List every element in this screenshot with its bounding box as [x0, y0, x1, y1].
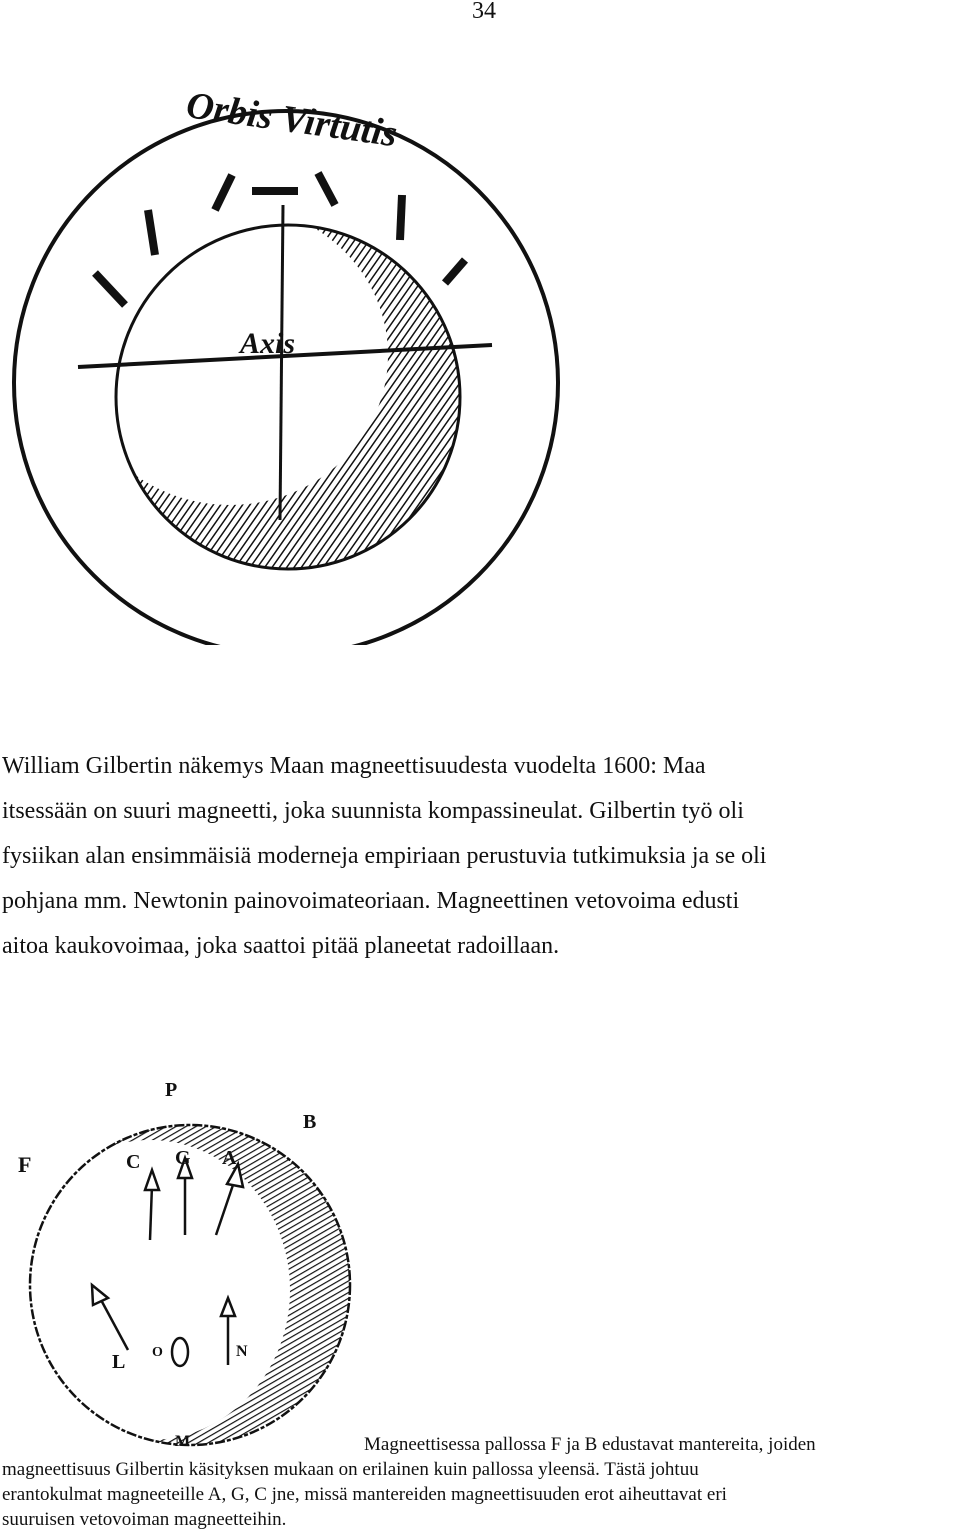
page-number: 34 [472, 0, 496, 24]
caption1-line: itsessään on suuri magneetti, joka suunnista kompassineulat. Gilbertin työ oli [2, 798, 744, 824]
caption1-line: aitoa kaukovoimaa, joka saattoi pitää planeetat radoillaan. [2, 933, 560, 959]
magnetic-sphere-figure [0, 1060, 370, 1455]
label-o: O [152, 1345, 163, 1360]
caption2-line: suuruisen vetovoiman magneetteihin. [2, 1509, 287, 1530]
caption1-line: fysiikan alan ensimmäisiä moderneja empiriaan perustuvia tutkimuksia ja se oli [2, 843, 767, 869]
caption2-line: magneettisuus Gilbertin käsityksen mukaan on erilainen kuin pallossa yleensä. Tästä johtuu [2, 1459, 699, 1480]
figure1-caption [2, 744, 960, 969]
caption2-line: Magneettisessa pallossa F ja B edustavat mantereita, joiden [364, 1434, 816, 1455]
label-p: P [165, 1079, 178, 1101]
label-c: C [126, 1151, 141, 1173]
label-m: M [175, 1433, 191, 1450]
label-n: N [236, 1343, 248, 1360]
caption2-line: erantokulmat magneeteille A, G, C jne, missä mantereiden magneettisuuden erot aiheuttavat eri [2, 1484, 727, 1505]
axis-label: Axis [240, 327, 296, 360]
label-g: G [175, 1147, 191, 1169]
caption1-line: William Gilbertin näkemys Maan magneettisuudesta vuodelta 1600: Maa [2, 753, 706, 779]
figure2-caption [2, 1432, 960, 1532]
caption1-line: pohjana mm. Newtonin painovoimateoriaan. Magneettinen vetovoima edusti [2, 888, 740, 914]
orbis-virtutis-figure [0, 55, 580, 645]
label-f: F [18, 1152, 32, 1177]
orbis-virtutis-label: Orbis Virtutis [183, 84, 400, 156]
label-l: L [112, 1351, 126, 1373]
label-a: A [222, 1147, 237, 1169]
label-b: B [303, 1111, 317, 1133]
